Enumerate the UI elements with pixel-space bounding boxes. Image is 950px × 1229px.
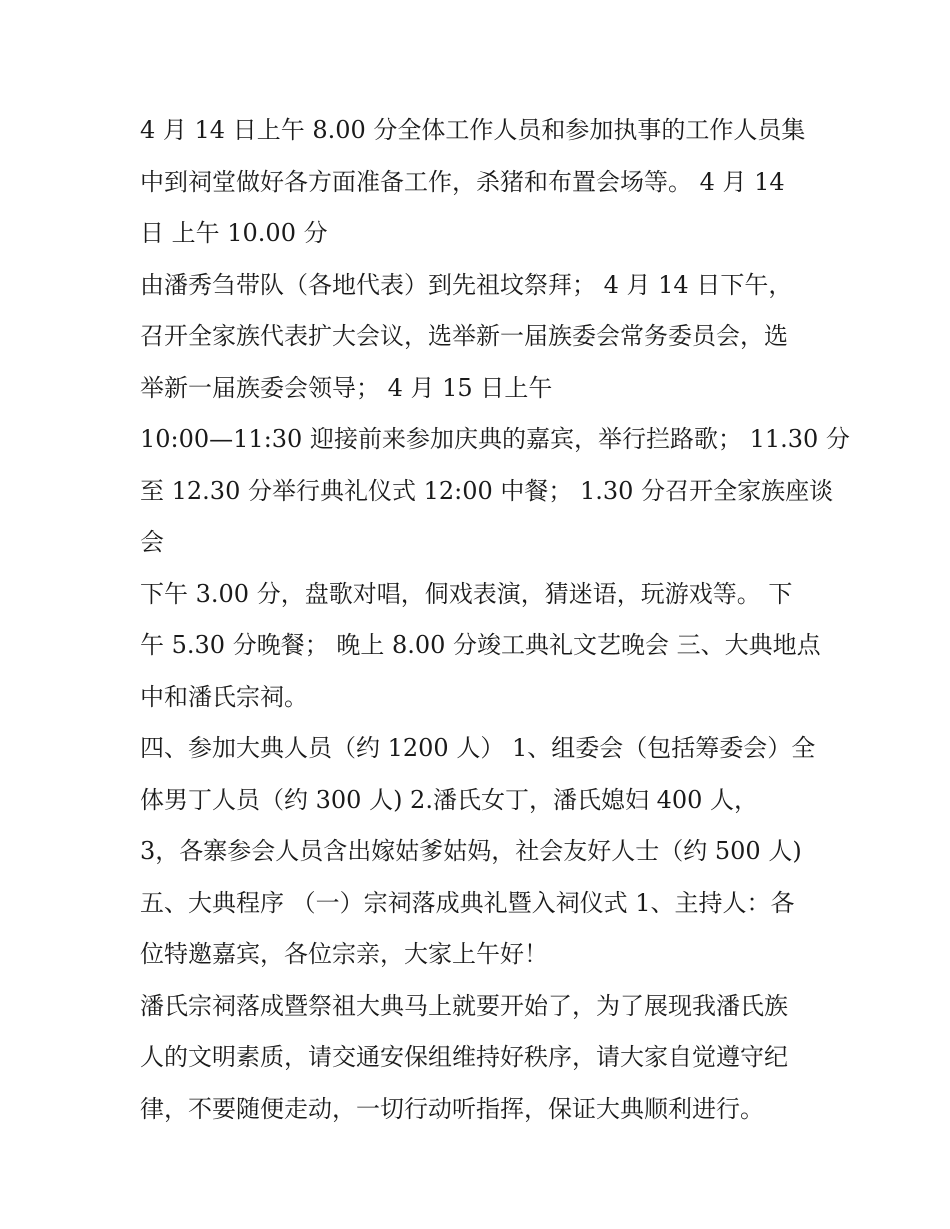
text-line: 潘氏宗祠落成暨祭祖大典马上就要开始了，为了展现我潘氏族 xyxy=(140,991,788,1020)
text-line: 至 12.30 分举行典礼仪式 12:00 中餐； 1.30 分召开全家族座谈 xyxy=(140,476,834,505)
text-line: 举新一届族委会领导； 4 月 15 日上午 xyxy=(140,373,553,402)
text-line: 会 xyxy=(140,528,164,556)
text-line: 4 月 14 日上午 8.00 分全体工作人员和参加执事的工作人员集 xyxy=(140,116,806,144)
text-line: 日 上午 10.00 分 xyxy=(140,219,328,247)
text-line: 中和潘氏宗祠。 xyxy=(140,682,308,711)
text-line: 中到祠堂做好各方面准备工作，杀猪和布置会场等。 4 月 14 xyxy=(140,167,785,196)
text-line: 五、大典程序 （一）宗祠落成典礼暨入祠仪式 1、主持人：各 xyxy=(140,888,795,917)
text-line: 10:00—11:30 迎接前来参加庆典的嘉宾，举行拦路歌； 11.30 分 xyxy=(140,425,850,453)
text-line: 由潘秀刍带队（各地代表）到先祖坟祭拜； 4 月 14 日下午， xyxy=(140,270,793,299)
text-line: 四、参加大典人员（约 1200 人） 1、组委会（包括筹委会）全 xyxy=(140,734,816,762)
text-line: 体男丁人员（约 300 人) 2.潘氏女丁，潘氏媳妇 400 人， xyxy=(140,785,759,814)
text-line: 召开全家族代表扩大会议，选举新一届族委会常务委员会，选 xyxy=(140,322,788,350)
text-line: 下午 3.00 分，盘歌对唱，侗戏表演，猜迷语，玩游戏等。 下 xyxy=(140,579,793,608)
text-line: 人的文明素质，请交通安保组维持好秩序，请大家自觉遵守纪 xyxy=(140,1043,788,1071)
text-line: 位特邀嘉宾，各位宗亲，大家上午好！ xyxy=(140,940,548,968)
document-body xyxy=(140,105,850,1135)
text-line: 3，各寨参会人员含出嫁姑爹姑妈，社会友好人士（约 500 人) xyxy=(140,837,802,865)
text-line: 律，不要随便走动，一切行动听指挥，保证大典顺利进行。 xyxy=(140,1094,764,1123)
text-line: 午 5.30 分晚餐； 晚上 8.00 分竣工典礼文艺晚会 三、大典地点 xyxy=(140,631,821,659)
